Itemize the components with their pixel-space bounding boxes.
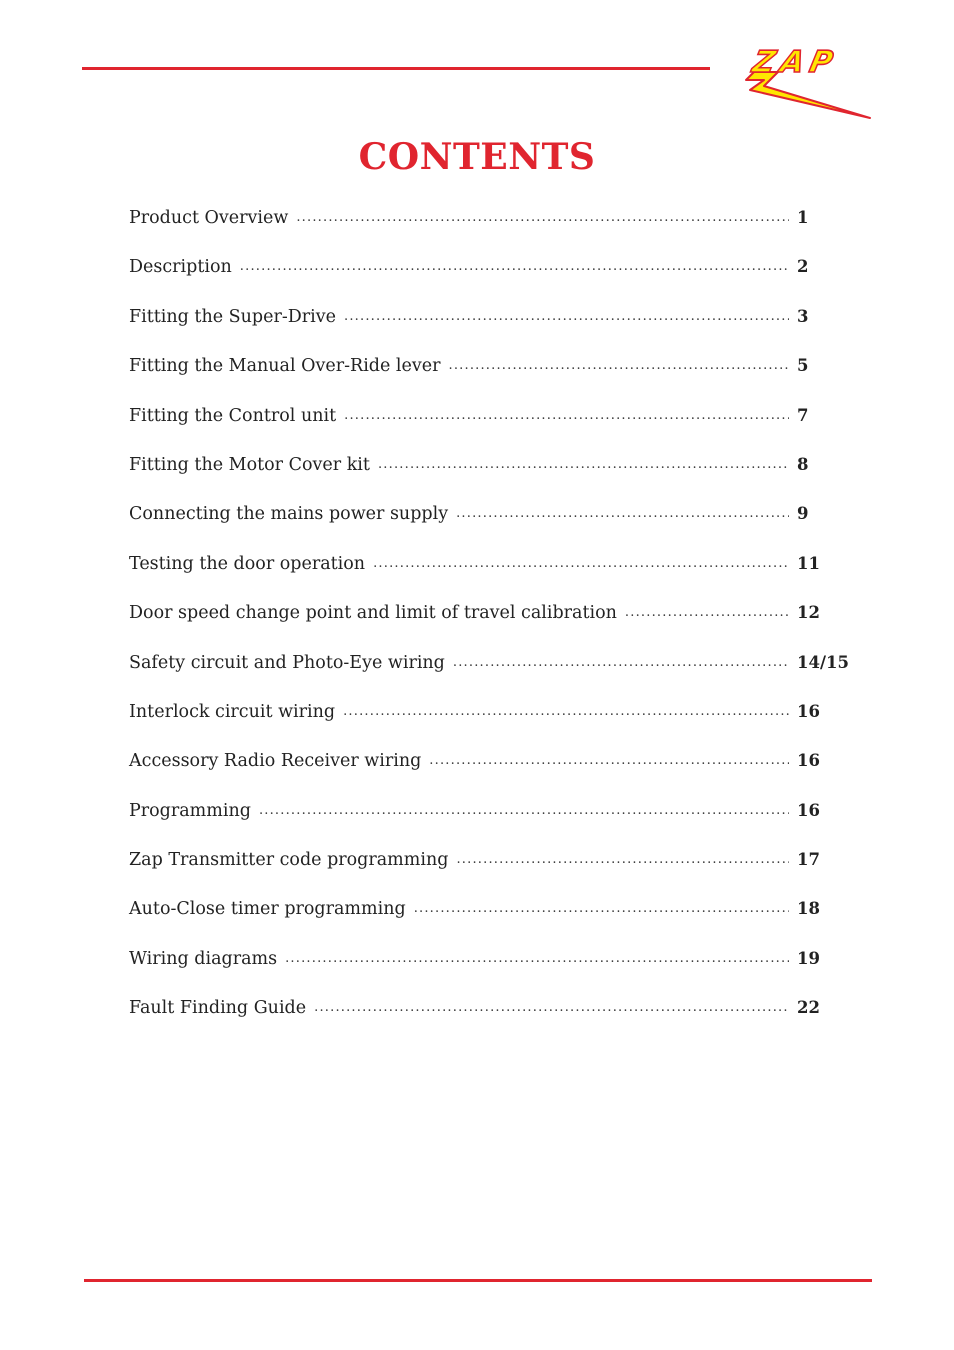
- toc-entry-label: Fault Finding Guide: [129, 998, 307, 1019]
- toc-page-number: 19: [797, 948, 820, 968]
- toc-page-number: 16: [797, 701, 820, 721]
- toc-page-number: 3: [797, 306, 809, 326]
- toc-entry[interactable]: [129, 453, 849, 502]
- toc-page-number: 11: [797, 553, 820, 573]
- toc-entry-label: Zap Transmitter code programming: [129, 850, 449, 871]
- toc-entry[interactable]: [129, 799, 849, 848]
- toc-entry-label: Auto-Close timer programming: [129, 899, 406, 920]
- toc-entry-label: Programming: [129, 800, 251, 821]
- toc-dot-leader: [625, 601, 789, 625]
- toc-entry-label: Accessory Radio Receiver wiring: [129, 751, 422, 772]
- toc-entry[interactable]: [129, 502, 849, 551]
- toc-page-number: 16: [797, 751, 820, 771]
- toc-entry[interactable]: [129, 700, 849, 749]
- toc-entry[interactable]: [129, 848, 849, 897]
- header-rule: [82, 67, 710, 70]
- toc-page-number: 17: [797, 850, 820, 870]
- toc-page-number: 22: [797, 998, 820, 1018]
- toc-entry-label: Fitting the Manual Over-Ride lever: [129, 356, 441, 377]
- toc-dot-leader: [285, 947, 789, 971]
- toc-entry-label: Interlock circuit wiring: [129, 701, 336, 722]
- toc-entry-label: Product Overview: [129, 208, 289, 228]
- footer-rule: [84, 1279, 872, 1282]
- toc-entry-label: Fitting the Super-Drive: [129, 306, 336, 327]
- toc-page-number: 9: [797, 504, 809, 524]
- toc-page-number: 8: [797, 454, 809, 474]
- toc-dot-leader: [344, 305, 789, 329]
- toc-dot-leader: [343, 700, 789, 724]
- toc-dot-leader: [314, 996, 789, 1020]
- toc-entry[interactable]: [129, 897, 849, 946]
- logo-wordmark: ZAP: [749, 45, 842, 80]
- toc-entry-label: Description: [129, 257, 232, 278]
- toc-entry[interactable]: [129, 749, 849, 798]
- toc-dot-leader: [259, 799, 789, 823]
- toc-entry[interactable]: [129, 651, 849, 700]
- toc-page-number: 2: [797, 257, 809, 277]
- toc-entry[interactable]: [129, 947, 849, 996]
- toc-dot-leader: [240, 255, 789, 279]
- toc-dot-leader: [373, 552, 789, 576]
- toc-dot-leader: [344, 404, 789, 428]
- table-of-contents: [129, 206, 849, 1046]
- toc-entry[interactable]: [129, 206, 849, 255]
- zap-logo: [706, 42, 876, 122]
- toc-entry[interactable]: [129, 354, 849, 403]
- toc-entry[interactable]: [129, 255, 849, 304]
- toc-entry[interactable]: [129, 552, 849, 601]
- toc-dot-leader: [456, 848, 789, 872]
- toc-page-number: 16: [797, 800, 820, 820]
- toc-dot-leader: [378, 453, 789, 477]
- toc-dot-leader: [414, 897, 789, 921]
- toc-page-number: 14/15: [797, 652, 849, 672]
- toc-entry-label: Connecting the mains power supply: [129, 504, 449, 525]
- toc-entry-label: Fitting the Motor Cover kit: [129, 454, 370, 475]
- toc-entry[interactable]: [129, 601, 849, 650]
- page-title: CONTENTS: [358, 136, 596, 178]
- toc-entry[interactable]: [129, 305, 849, 354]
- toc-page-number: 1: [797, 208, 809, 227]
- toc-entry-label: Fitting the Control unit: [129, 405, 337, 426]
- toc-dot-leader: [429, 749, 789, 773]
- toc-dot-leader: [456, 502, 789, 526]
- toc-page-number: 18: [797, 899, 820, 919]
- toc-page-number: 5: [797, 356, 809, 376]
- toc-page-number: 12: [797, 603, 820, 623]
- toc-entry-label: Wiring diagrams: [129, 948, 278, 969]
- toc-entry[interactable]: [129, 404, 849, 453]
- toc-entry-label: Door speed change point and limit of travel calibration: [129, 603, 617, 624]
- toc-page-number: 7: [797, 405, 809, 425]
- toc-entry[interactable]: [129, 996, 849, 1045]
- toc-dot-leader: [296, 206, 789, 230]
- toc-dot-leader: [448, 354, 789, 378]
- toc-entry-label: Testing the door operation: [129, 553, 366, 574]
- toc-dot-leader: [453, 651, 789, 675]
- toc-entry-label: Safety circuit and Photo-Eye wiring: [129, 652, 445, 673]
